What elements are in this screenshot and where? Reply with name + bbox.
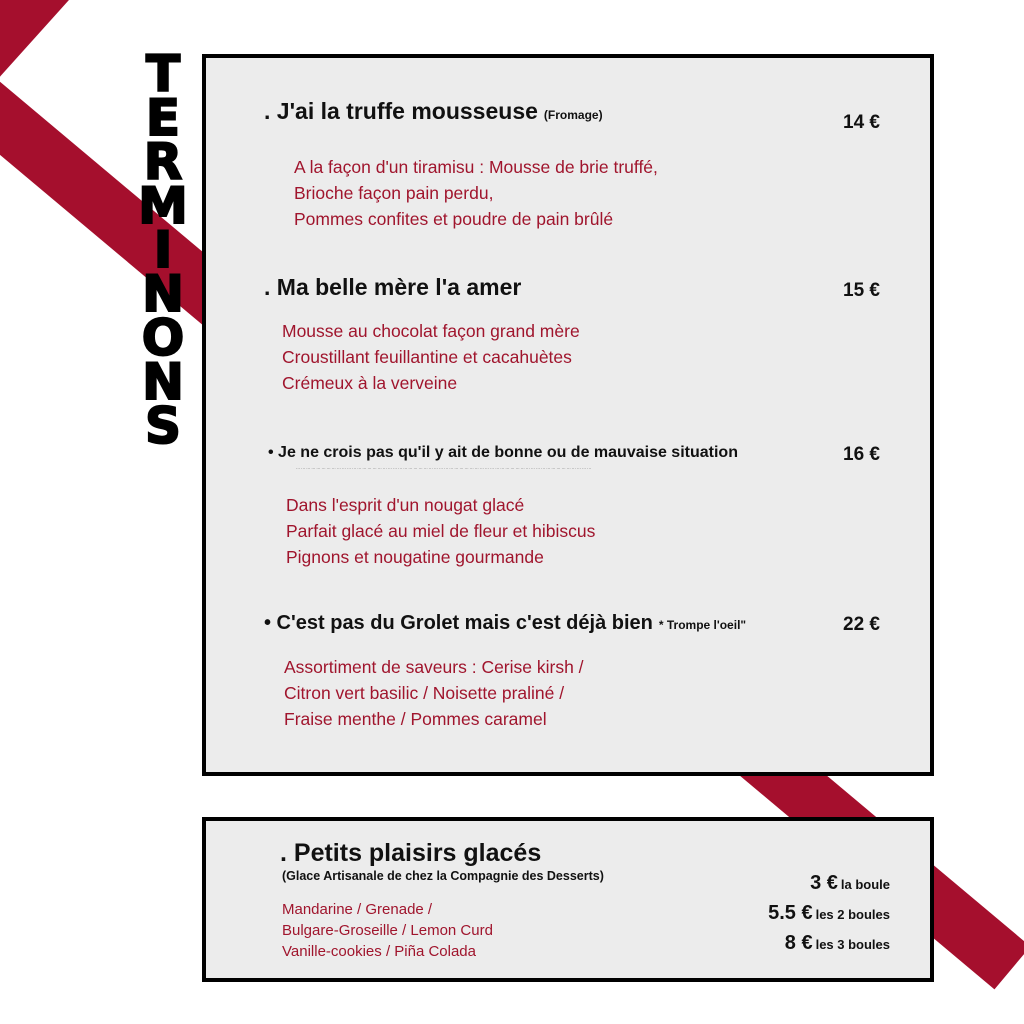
title-letter: S — [144, 397, 181, 455]
item-description: A la façon d'un tiramisu : Mousse de brie truffé, Brioche façon pain perdu, Pommes confites et poudre de pain brûlé — [294, 157, 658, 229]
item-price: 22 € — [843, 614, 880, 635]
vertical-title — [132, 45, 194, 455]
item-name: . Ma belle mère l'a amer — [264, 274, 522, 300]
item-tag: (Fromage) — [543, 108, 603, 122]
item-description: Dans l'esprit d'un nougat glacé Parfait glacé au miel de fleur et hibiscus Pignons et nougatine gourmande — [286, 495, 596, 567]
item-description: Mousse au chocolat façon grand mère Croustillant feuillantine et cacahuètes Crémeux à la verveine — [282, 321, 580, 393]
item-description: Assortiment de saveurs : Cerise kirsh / Citron vert basilic / Noisette praliné / Fraise menthe / Pommes caramel — [284, 657, 584, 729]
item-price: 16 € — [843, 444, 880, 465]
scoop-prices — [768, 869, 890, 959]
scoop-price-row: 5.5 € les 2 boules — [768, 902, 890, 924]
section-subtitle: (Glace Artisanale de chez la Compagnie des Desserts) — [282, 869, 604, 883]
item-tag: * Trompe l'oeil" — [658, 618, 747, 632]
title-letter: N — [142, 353, 184, 411]
dessert-menu-panel — [202, 54, 934, 776]
scoop-price-row: 8 € les 3 boules — [784, 932, 890, 954]
title-letter: I — [153, 221, 173, 279]
title-letter: M — [138, 177, 188, 235]
item-name: • C'est pas du Grolet mais c'est déjà bien * Trompe l'oeil" — [264, 612, 747, 634]
title-letter: T — [145, 45, 181, 103]
title-letter: N — [142, 265, 184, 323]
flavor-list: Mandarine / Grenade / Bulgare-Groseille / Lemon Curd Vanille-cookies / Piña Colada — [282, 901, 493, 960]
item-price: 15 € — [843, 280, 880, 301]
item-price: 14 € — [843, 112, 880, 133]
title-letter: O — [141, 309, 185, 367]
item-name: • Je ne crois pas qu'il y ait de bonne ou de mauvaise situation — [268, 444, 738, 461]
section-name: . Petits plaisirs glacés — [280, 839, 542, 867]
fine-print-text: ··· ··· ··· ··· ··· ··· ··· ··· ··· ··· ··· ··· ··· ··· ··· ··· ··· ··· ··· ··· ··· ··· ··· ··· ··· ··· ··· ··· ··· ··· ··· ··· ··· ··· ··· ··· ··· ··· ··· ··· ··· ··· ··· ··· ··· ··· ··· ··· ··· ··· ··· ··· ··· ··· ··· ··· ··· ··· — [296, 466, 592, 471]
ice-cream-panel — [202, 817, 934, 982]
item-name: . J'ai la truffe mousseuse (Fromage) — [264, 98, 603, 124]
title-letter: E — [145, 89, 181, 147]
scoop-price-row: 3 € la boule — [810, 872, 890, 894]
title-letter: R — [143, 133, 183, 191]
